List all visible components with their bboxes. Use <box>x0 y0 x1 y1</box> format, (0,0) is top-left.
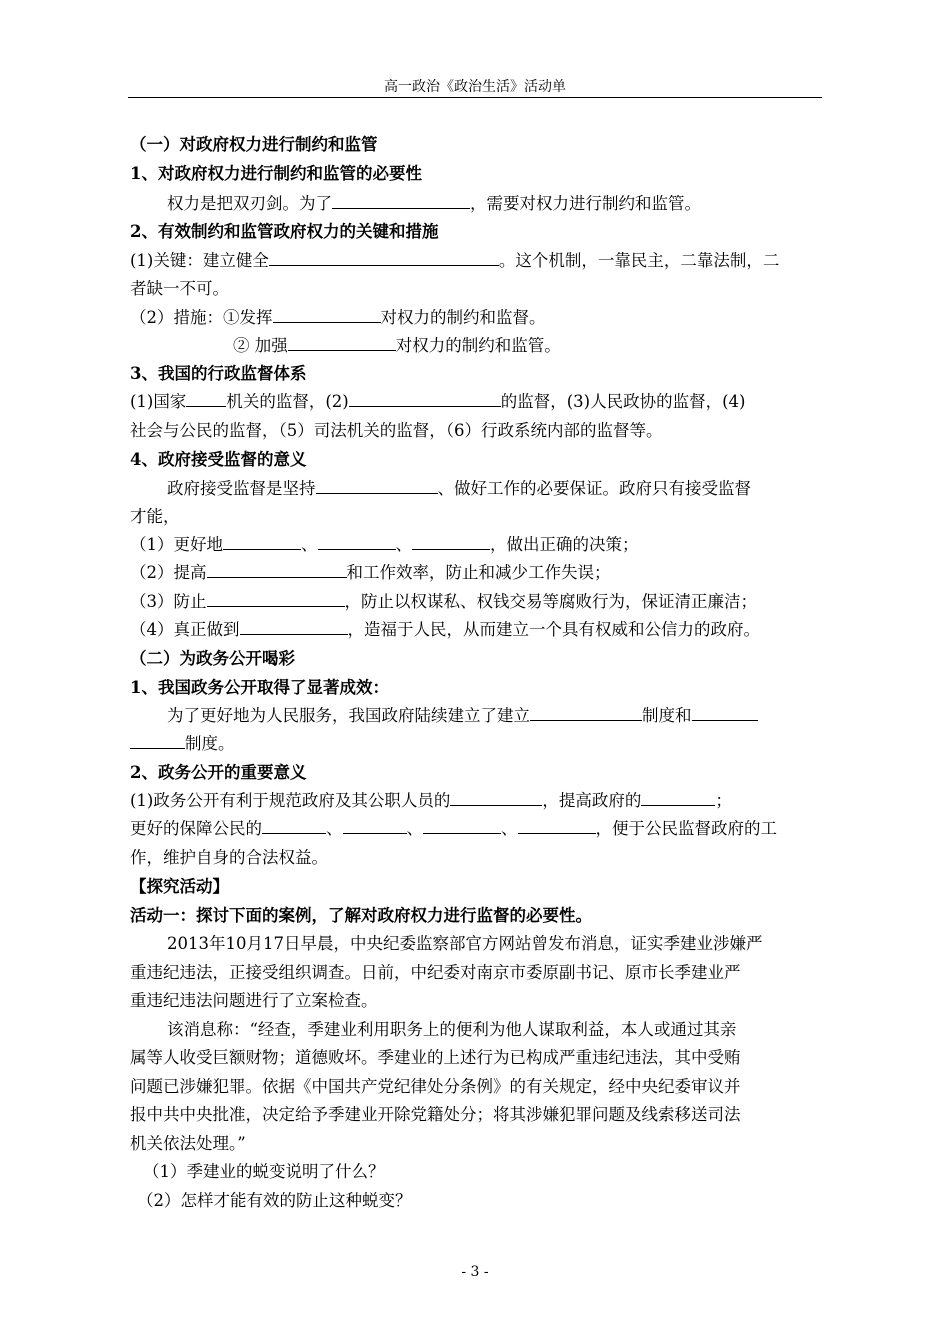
case-line: 重违纪违法问题进行了立案检查。 <box>130 991 378 1010</box>
paragraph-system-cont: 社会与公民的监督，（5）司法机关的监督，（6）行政系统内部的监督等。 <box>130 421 663 440</box>
paragraph-meaning-2: （2）提高 和工作效率，防止和减少工作失误； <box>130 563 611 582</box>
case-line: 2013年10月17日早晨，中央纪委监察部官方网站曾发布消息，证实季建业涉嫌严 <box>167 934 763 953</box>
fill-blank[interactable] <box>269 250 499 266</box>
paragraph-meaning-1: （1）更好地 、 、 ，做出正确的决策； <box>130 535 639 554</box>
heading-1-2: 2、有效制约和监管政府权力的关键和措施 <box>130 222 439 241</box>
question-2: （2）怎样才能有效的防止这种蜕变？ <box>137 1191 412 1210</box>
paragraph-significance-cont: 更好的保障公民的 、 、 、 ，便于公民监督政府的工 <box>130 819 777 838</box>
fill-blank[interactable] <box>530 705 642 721</box>
section-3-title: 【探究活动】 <box>130 877 229 896</box>
paragraph-meaning-cont: 才能， <box>130 507 180 526</box>
paragraph-meaning-4: （4）真正做到 ，造福于人民，从而建立一个具有权威和公信力的政府。 <box>130 620 760 639</box>
paragraph-significance: (1)政务公开有利于规范政府及其公职人员的 ，提高政府的 ； <box>130 791 732 810</box>
paragraph-measure-1: （2）措施：①发挥 对权力的制约和监督。 <box>130 308 546 327</box>
question-1: （1）季建业的蜕变说明了什么？ <box>143 1162 385 1181</box>
paragraph-significance-end: 作，维护自身的合法权益。 <box>130 848 328 867</box>
case-line: 属等人收受巨额财物；道德败坏。季建业的上述行为已构成严重违纪违法，其中受贿 <box>130 1048 741 1067</box>
fill-blank[interactable] <box>186 391 226 407</box>
heading-1-3: 3、我国的行政监督体系 <box>130 364 307 383</box>
section-1-title: （一）对政府权力进行制约和监管 <box>130 135 378 154</box>
fill-blank[interactable] <box>343 818 407 834</box>
heading-2-1: 1、我国政务公开取得了显著成效： <box>130 678 389 697</box>
page-number: - 3 - <box>461 1264 489 1280</box>
fill-blank[interactable] <box>223 534 301 550</box>
fill-blank[interactable] <box>332 193 470 209</box>
fill-blank[interactable] <box>518 818 596 834</box>
paragraph-meaning-3: （3）防止 ，防止以权谋私、权钱交易等腐败行为，保证清正廉洁； <box>130 592 757 611</box>
heading-1-1: 1、对政府权力进行制约和监管的必要性 <box>130 164 422 183</box>
fill-blank[interactable] <box>318 534 396 550</box>
page-header-title: 高一政治《政治生活》活动单 <box>384 79 566 95</box>
fill-blank[interactable] <box>207 562 347 578</box>
case-line: 该消息称：“经查，季建业利用职务上的便利为他人谋取利益，本人或通过其亲 <box>167 1020 737 1039</box>
fill-blank[interactable] <box>641 790 715 806</box>
fill-blank[interactable] <box>349 391 501 407</box>
paragraph-necessity: 权力是把双刃剑。为了 ，需要对权力进行制约和监管。 <box>167 194 701 213</box>
fill-blank[interactable] <box>207 591 345 607</box>
fill-blank[interactable] <box>288 335 396 351</box>
fill-blank[interactable] <box>262 818 326 834</box>
case-line: 问题已涉嫌犯罪。依据《中国共产党纪律处分条例》的有关规定，经中央纪委审议并 <box>130 1077 741 1096</box>
header-divider <box>128 97 822 98</box>
fill-blank[interactable] <box>240 619 348 635</box>
paragraph-openness-cont: 制度。 <box>130 733 822 755</box>
fill-blank[interactable] <box>273 307 381 323</box>
paragraph-key: (1)关键：建立健全 。这个机制，一靠民主，二靠法制，二 <box>130 251 780 270</box>
paragraph-key-cont: 者缺一不可。 <box>130 279 229 298</box>
activity-one-title: 活动一：探讨下面的案例，了解对政府权力进行监督的必要性。 <box>130 906 592 925</box>
fill-blank[interactable] <box>450 790 542 806</box>
fill-blank[interactable] <box>423 818 501 834</box>
section-2-title: （二）为政务公开喝彩 <box>130 649 295 668</box>
case-line: 机关依法处理。” <box>130 1134 246 1153</box>
fill-blank[interactable] <box>316 478 438 494</box>
paragraph-system: (1)国家 机关的监督，(2) 的监督，(3)人民政协的监督，(4) <box>130 392 746 411</box>
paragraph-measure-2: ② 加强 对权力的制约和监管。 <box>233 336 561 355</box>
paragraph-meaning: 政府接受监督是坚持 、做好工作的必要保证。政府只有接受监督 <box>167 479 751 498</box>
fill-blank[interactable] <box>130 733 185 749</box>
heading-1-4: 4、政府接受监督的意义 <box>130 450 307 469</box>
fill-blank[interactable] <box>692 705 758 721</box>
case-line: 重违纪违法，正接受组织调查。日前，中纪委对南京市委原副书记、原市长季建业严 <box>130 963 741 982</box>
case-line: 报中共中央批准，决定给予季建业开除党籍处分；将其涉嫌犯罪问题及线索移送司法 <box>130 1105 741 1124</box>
heading-2-2: 2、政务公开的重要意义 <box>130 763 307 782</box>
fill-blank[interactable] <box>412 534 490 550</box>
paragraph-openness: 为了更好地为人民服务，我国政府陆续建立了建立 制度和 <box>130 705 859 727</box>
